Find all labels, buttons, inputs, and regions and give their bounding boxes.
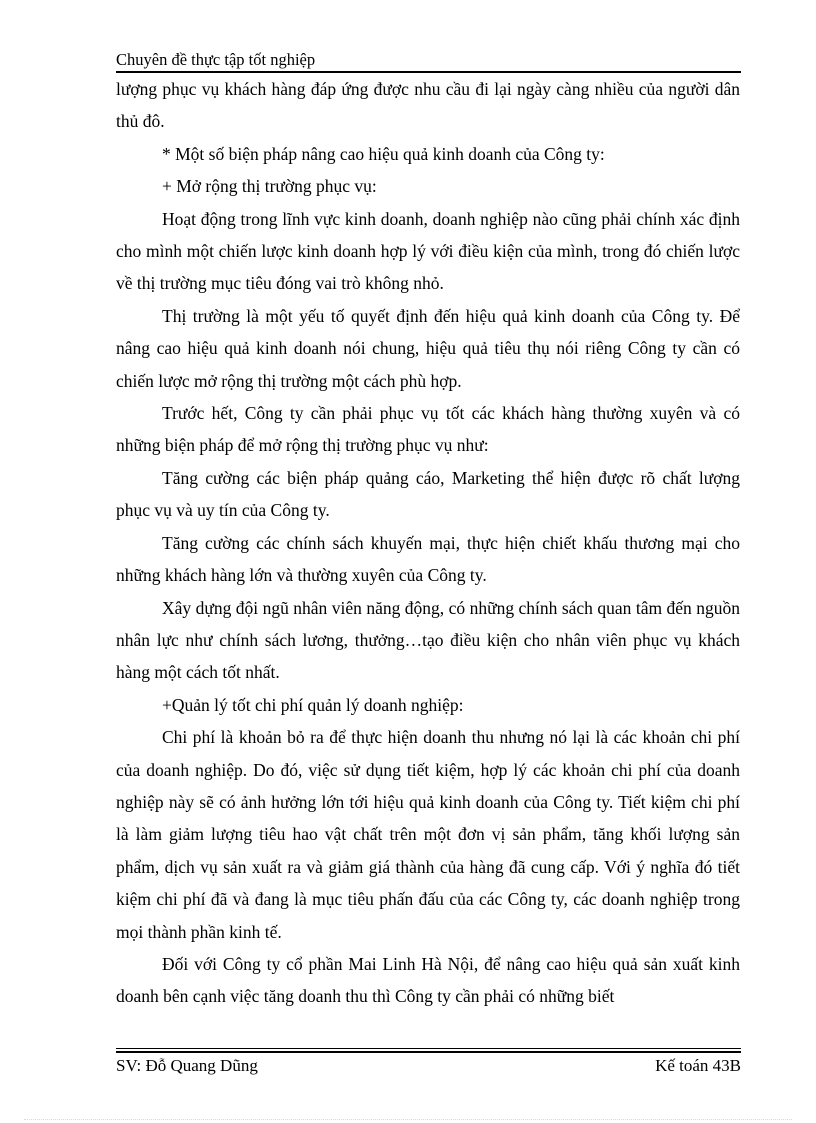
footer-divider xyxy=(116,1048,741,1049)
paragraph: + Mở rộng thị trường phục vụ: xyxy=(162,176,377,197)
paragraph: Xây dựng đội ngũ nhân viên năng động, có những chính sách quan tâm đến nguồn nhân lực như chính sách lương, thưởng…tạo điều kiện cho nhân viên phục vụ khách hàng một cách tốt nhất. xyxy=(116,597,740,683)
page-edge xyxy=(24,1119,792,1120)
document-body xyxy=(116,73,740,1013)
header-title: Chuyên đề thực tập tốt nghiệp xyxy=(116,50,316,69)
paragraph: Hoạt động trong lĩnh vực kinh doanh, doanh nghiệp nào cũng phải chính xác định cho mình một chiến lược kinh doanh hợp lý với điều kiện của mình, trong đó chiến lược về thị trường mục tiêu đóng vai trò không nhỏ. xyxy=(116,208,740,294)
paragraph: Thị trường là một yếu tố quyết định đến hiệu quả kinh doanh của Công ty. Để nâng cao hiệu quả kinh doanh nói chung, hiệu quả tiêu thụ nói riêng Công ty cần có chiến lược mở rộng thị trường một cách phù hợp. xyxy=(116,305,740,391)
footer-class: Kế toán 43B xyxy=(655,1056,741,1075)
paragraph: Tăng cường các chính sách khuyến mại, thực hiện chiết khấu thương mại cho những khách hàng lớn và thường xuyên của Công ty. xyxy=(116,532,740,586)
page-footer xyxy=(116,1054,741,1078)
paragraph: +Quản lý tốt chi phí quản lý doanh nghiệp: xyxy=(162,694,464,715)
paragraph: Đối với Công ty cổ phần Mai Linh Hà Nội, để nâng cao hiệu quả sản xuất kinh doanh bên cạnh việc tăng doanh thu thì Công ty cần phải có những biết xyxy=(116,953,740,1007)
paragraph: Chi phí là khoản bỏ ra để thực hiện doanh thu nhưng nó lại là các khoản chi phí của doanh nghiệp. Do đó, việc sử dụng tiết kiệm, hợp lý các khoản chi phí của doanh nghiệp này sẽ có ảnh hưởng lớn tới hiệu quả kinh doanh của Công ty. Tiết kiệm chi phí là làm giảm lượng tiêu hao vật chất trên một đơn vị sản phẩm, tăng khối lượng sản phẩm, dịch vụ sản xuất ra và giảm giá thành của hàng đã cung cấp. Với ý nghĩa đó tiết kiệm chi phí đã và đang là mục tiêu phấn đấu của các Công ty, các doanh nghiệp trong mọi thành phần kinh tế. xyxy=(116,727,740,942)
paragraph: lượng phục vụ khách hàng đáp ứng được nhu cầu đi lại ngày càng nhiều của người dân thủ đô. xyxy=(116,79,740,132)
footer-divider-thick xyxy=(116,1051,741,1053)
paragraph: * Một số biện pháp nâng cao hiệu quả kinh doanh của Công ty: xyxy=(162,143,605,164)
footer-student: SV: Đỗ Quang Dũng xyxy=(116,1056,258,1075)
paragraph: Trước hết, Công ty cần phải phục vụ tốt các khách hàng thường xuyên và có những biện pháp để mở rộng thị trường phục vụ như: xyxy=(116,403,740,456)
paragraph: Tăng cường các biện pháp quảng cáo, Marketing thể hiện được rõ chất lượng phục vụ và uy tín của Công ty. xyxy=(116,467,740,521)
page-header xyxy=(116,50,741,70)
